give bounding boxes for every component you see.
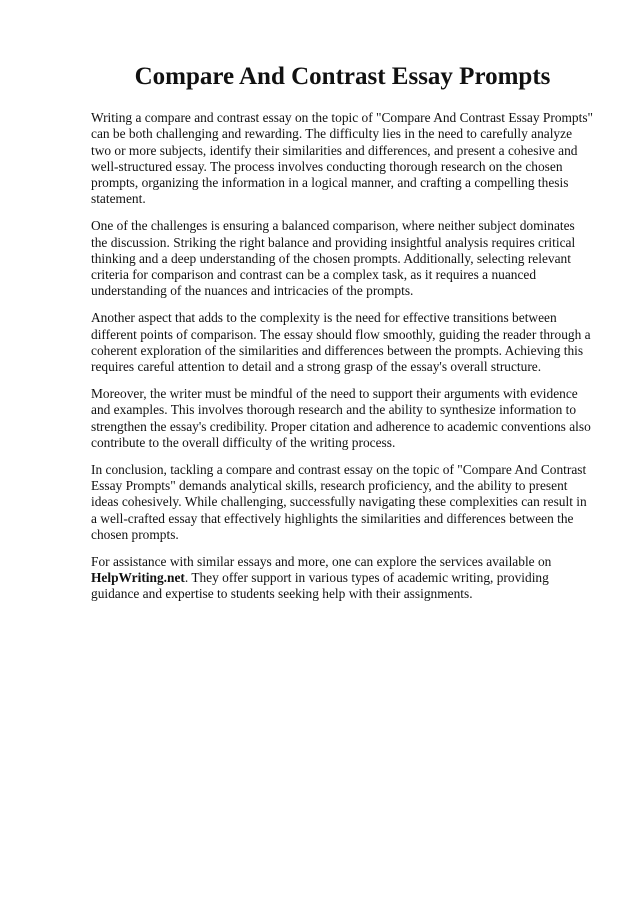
page-title: Compare And Contrast Essay Prompts [134,63,551,90]
paragraph-balance: One of the challenges is ensuring a balanced comparison, where neither subject dominates the discussion. Striking the right balance and providing insightful analysis requires critical thinking and a deep understanding of the chosen prompts. Additionally, selecting relevant criteria for comparison and contrast can be a complex task, as it requires a nuanced understanding of the nuances and intricacies of the prompts. [91,218,576,299]
helpwriting-link[interactable]: HelpWriting.net [91,569,185,585]
paragraph-intro: Writing a compare and contrast essay on the topic of "Compare And Contrast Essay Prompts" can be both challenging and rewarding. The difficulty lies in the need to carefully analyze two or more subjects, identify their similarities and differences, and present a cohesive and well-structured essay. The process involves conducting thorough research on the chosen prompts, organizing the information in a logical manner, and crafting a compelling thesis statement. [91,110,594,207]
paragraph-closing [91,554,594,603]
paragraph-conclusion: In conclusion, tackling a compare and contrast essay on the topic of "Compare And Contrast Essay Prompts" demands analytical skills, research proficiency, and the ability to present ideas cohesively. While challenging, successfully navigating these complexities can result in a well-crafted essay that effectively highlights the similarities and differences between the chosen prompts. [91,461,587,542]
closing-text-after: . They offer support in various types of academic writing, providing guidance and expertise to students seeking help with their assignments. [91,569,549,602]
paragraph-evidence: Moreover, the writer must be mindful of the need to support their arguments with evidence and examples. This involves thorough research and the ability to synthesize information to strengthen the essay's credibility. Proper citation and adherence to academic conventions also contribute to the overall difficulty of the writing process. [91,385,591,450]
closing-text-before: For assistance with similar essays and more, one can explore the services available on [91,553,552,569]
paragraph-transitions: Another aspect that adds to the complexity is the need for effective transitions between different points of comparison. The essay should flow smoothly, guiding the reader through a coherent exploration of the similarities and differences between the prompts. Achieving this requires careful attention to detail and a strong grasp of the essay's overall structure. [91,310,591,375]
